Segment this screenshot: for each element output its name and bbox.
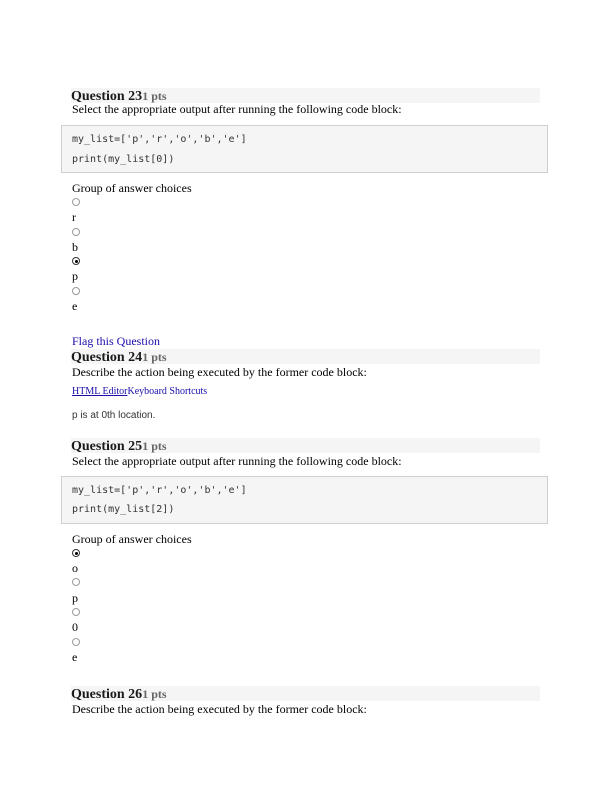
answer-radio-p[interactable] [72,257,80,265]
question-25-header [71,438,540,453]
question-points: 1 pts [142,439,167,453]
answer-radio-b[interactable] [72,228,80,236]
answer-choice-label: p [72,591,78,605]
question-26-header [71,686,540,701]
answer-radio-e[interactable] [72,638,80,646]
code-line: print(my_list[0]) [72,154,175,165]
question-points: 1 pts [142,687,167,701]
editor-links [72,386,207,398]
answer-choice-label: e [72,299,78,313]
answer-radio-o[interactable] [72,549,80,557]
question-prompt: Describe the action being executed by the former code block: [72,365,367,379]
question-title: Question 24 [71,350,143,365]
answer-radio-p[interactable] [72,578,80,586]
answer-radio-r[interactable] [72,198,80,206]
answer-choice-label: o [72,561,78,575]
code-line: print(my_list[2]) [72,504,175,515]
answer-group-label: Group of answer choices [72,532,192,546]
question-prompt: Select the appropriate output after running the following code block: [72,454,402,468]
answer-radio-0[interactable] [72,608,80,616]
question-24-header [71,349,540,364]
keyboard-shortcuts-link[interactable]: Keyboard Shortcuts [127,386,208,397]
code-line: my_list=['p','r','o','b','e'] [72,485,247,496]
answer-choice-label: e [72,650,78,664]
answer-choice-label: 0 [72,620,78,634]
question-title: Question 25 [71,439,143,454]
question-points: 1 pts [142,89,167,103]
question-title: Question 23 [71,89,143,104]
answer-choice-label: r [72,210,76,224]
essay-answer-text[interactable]: p is at 0th location. [72,410,156,421]
flag-question-link[interactable]: Flag this Question [72,334,161,348]
html-editor-link[interactable]: HTML Editor [72,386,128,397]
question-title: Question 26 [71,687,143,702]
code-block [61,476,548,524]
question-points: 1 pts [142,350,167,364]
code-line: my_list=['p','r','o','b','e'] [72,134,247,145]
question-23-header [71,88,540,103]
answer-radio-e[interactable] [72,287,80,295]
answer-choice-label: p [72,269,78,283]
answer-choice-label: b [72,240,78,254]
answer-group-label: Group of answer choices [72,181,192,195]
question-prompt: Select the appropriate output after running the following code block: [72,102,402,116]
question-prompt: Describe the action being executed by the former code block: [72,702,367,716]
code-block [61,125,548,173]
